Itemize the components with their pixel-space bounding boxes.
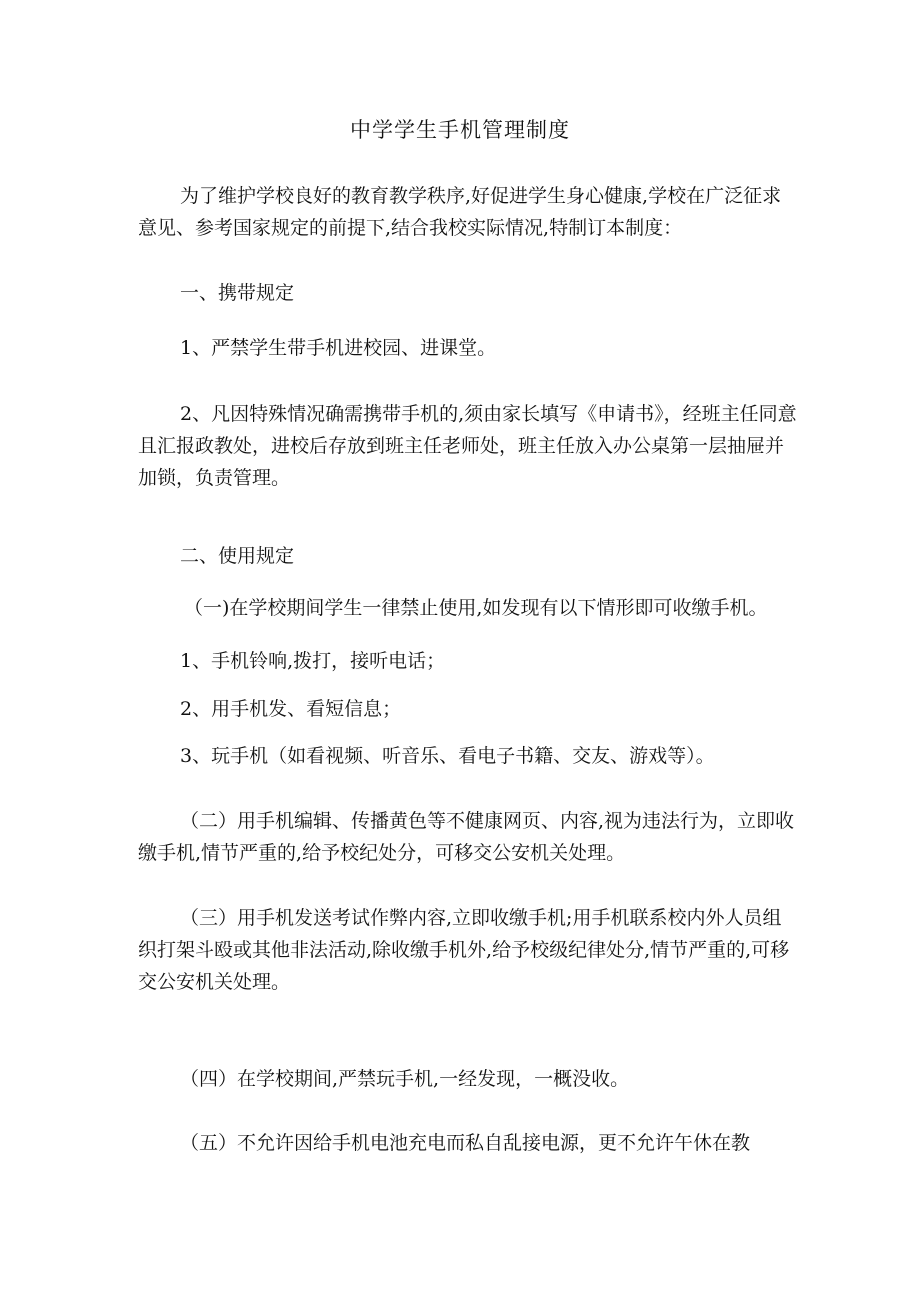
use-rule-3: （三）用手机发送考试作弊内容,立即收缴手机;用手机联系校内外人员组织打架斗殴或其他非法活动,除收缴手机外,给予校级纪律处分,情节严重的,可移交公安机关处理。 bbox=[138, 907, 790, 993]
use-rule-5: （五）不允许因给手机电池充电而私自乱接电源，更不允许午休在教 bbox=[180, 1132, 751, 1154]
use-rule-1-item-3: 3、玩手机（如看视频、听音乐、看电子书籍、交友、游戏等）。 bbox=[180, 745, 715, 767]
section-heading-carry: 一、携带规定 bbox=[180, 282, 295, 304]
carry-rule-1: 1、严禁学生带手机进校园、进课堂。 bbox=[180, 337, 497, 359]
section-heading-use: 二、使用规定 bbox=[180, 545, 295, 567]
use-rule-1-item-1: 1、手机铃响,拨打，接听电话； bbox=[180, 650, 446, 672]
use-rule-2: （二）用手机编辑、传播黄色等不健康网页、内容,视为违法行为，立即收缴手机,情节严重的,给予校纪处分，可移交公安机关处理。 bbox=[138, 810, 795, 864]
carry-rule-2: 2、凡因特殊情况确需携带手机的,须由家长填写《申请书》，经班主任同意且汇报政教处，进校后存放到班主任老师处，班主任放入办公桌第一层抽屉并加锁，负责管理。 bbox=[138, 403, 797, 489]
use-rule-4: （四）在学校期间,严禁玩手机,一经发现，一概没收。 bbox=[180, 1068, 630, 1090]
intro-paragraph: 为了维护学校良好的教育教学秩序,好促进学生身心健康,学校在广泛征求意见、参考国家规定的前提下,结合我校实际情况,特制订本制度： bbox=[138, 185, 782, 239]
document-title: 中学学生手机管理制度 bbox=[350, 118, 570, 142]
use-rule-1: （一)在学校期间学生一律禁止使用,如发现有以下情形即可收缴手机。 bbox=[184, 597, 768, 619]
use-rule-1-item-2: 2、用手机发、看短信息； bbox=[180, 698, 402, 720]
